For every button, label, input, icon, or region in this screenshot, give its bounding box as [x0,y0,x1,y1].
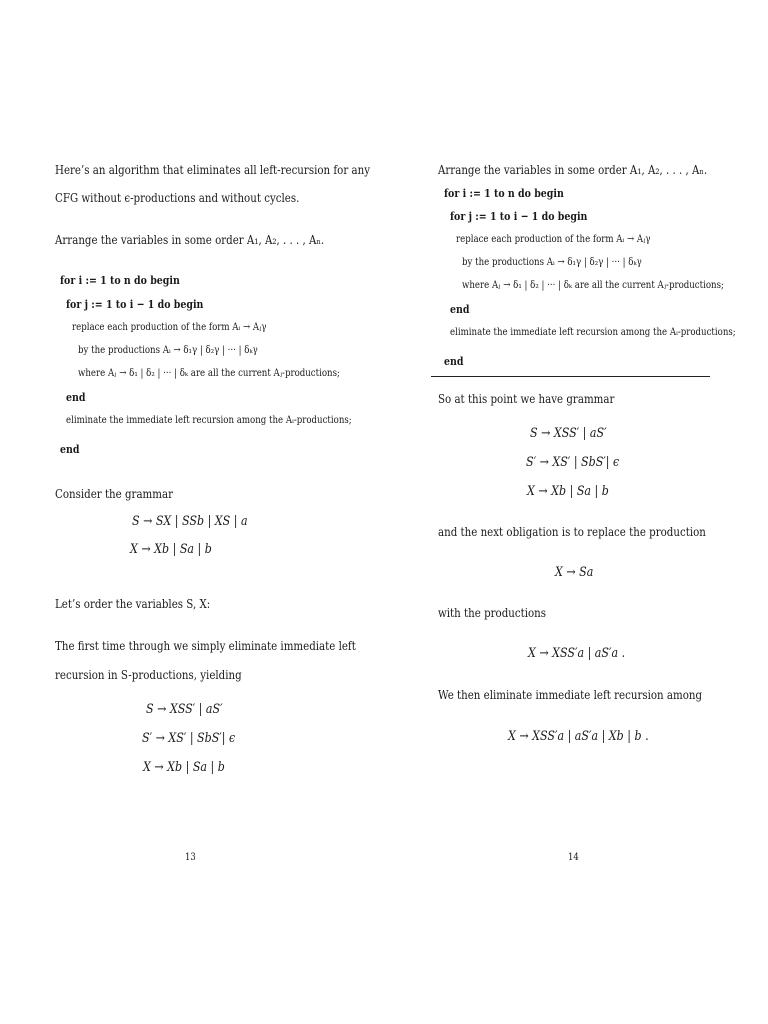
alg-line-7: eliminate the immediate left recursion among the Aᵢ-productions; [66,414,352,426]
r-alg-line-3: replace each production of the form Aᵢ → Aⱼγ [456,233,651,245]
r-alg-line-6: end [450,302,470,316]
grammar-3-line-2: S′ → XS′ | SbS′| ϵ [526,455,620,470]
first-line-2: recursion in S-productions, yielding [55,667,242,682]
page-number-14: 14 [568,852,579,863]
next-obligation-text: and the next obligation is to replace the production [438,524,706,539]
r-alg-line-1: for i := 1 to n do begin [444,186,564,200]
grammar-3-line-1: S → XSS′ | aS′ [530,426,607,441]
alg-line-6: end [66,390,86,404]
r-alg-line-5: where Aⱼ → δ₁ | δ₂ | ··· | δₖ are all the current Aⱼ-productions; [462,279,724,291]
grammar-1-line-2: X → Xb | Sa | b [130,542,212,557]
production-x-sa: X → Sa [555,565,594,580]
alg-line-8: end [60,442,80,456]
arrange-text: Arrange the variables in some order A₁, A₂, . . . , Aₙ. [55,232,325,247]
order-text: Let’s order the variables S, X: [55,596,211,611]
first-line-1: The first time through we simply eliminate immediate left [55,638,356,653]
intro-line-2: CFG without ϵ-productions and without cycles. [55,190,300,205]
consider-text: Consider the grammar [55,486,174,501]
arrange-text-right: Arrange the variables in some order A₁, A₂, . . . , Aₙ. [438,162,708,177]
intro-line-1: Here’s an algorithm that eliminates all left-recursion for any [55,162,371,177]
grammar-3-line-3: X → Xb | Sa | b [527,484,609,499]
r-alg-line-4: by the productions Aᵢ → δ₁γ | δ₂γ | ··· | δₖγ [462,256,642,268]
alg-line-1: for i := 1 to n do begin [60,273,180,287]
production-x-xssa: X → XSS′a | aS′a . [528,646,626,661]
alg-line-3: replace each production of the form Aᵢ → Aⱼγ [72,321,267,333]
production-x-final: X → XSS′a | aS′a | Xb | b . [508,729,649,744]
grammar-2-line-3: X → Xb | Sa | b [143,760,225,775]
algorithm-divider [431,376,710,377]
alg-line-4: by the productions Aᵢ → δ₁γ | δ₂γ | ··· | δₖγ [78,344,258,356]
grammar-2-line-2: S′ → XS′ | SbS′| ϵ [142,731,236,746]
with-productions-text: with the productions [438,605,547,620]
alg-line-5: where Aⱼ → δ₁ | δ₂ | ··· | δₖ are all the current Aⱼ-productions; [78,367,340,379]
page-number-13: 13 [185,852,196,863]
grammar-2-line-1: S → XSS′ | aS′ [146,702,223,717]
then-eliminate-text: We then eliminate immediate left recursion among [438,687,703,702]
grammar-1-line-1: S → SX | SSb | XS | a [132,514,248,529]
so-far-text: So at this point we have grammar [438,391,615,406]
r-alg-line-8: end [444,354,464,368]
r-alg-line-2: for j := 1 to i − 1 do begin [450,209,588,223]
alg-line-2: for j := 1 to i − 1 do begin [66,297,204,311]
r-alg-line-7: eliminate the immediate left recursion among the Aᵢ-productions; [450,326,736,338]
